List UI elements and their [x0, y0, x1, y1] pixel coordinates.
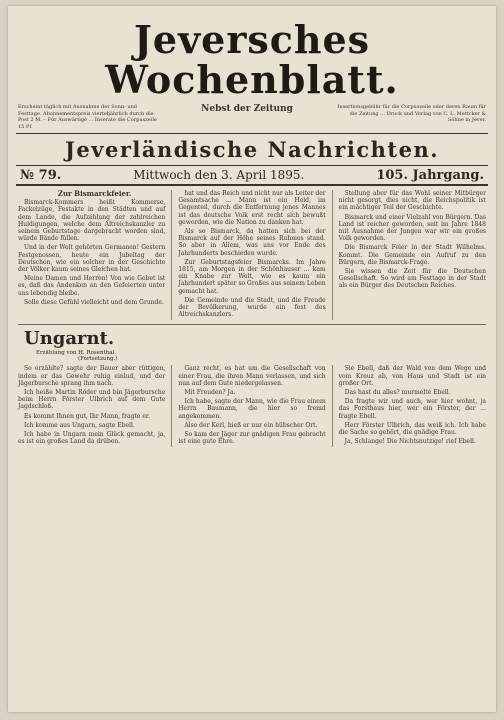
subscription-notice: Erscheint täglich mit Ausnahme der Sonn- und Festtage. Abonnementspreis vierteljährlich durch die Post 2 M. – Für Auswärtige ... Inserate die Corpuszeile 15 Pf.: [18, 104, 157, 130]
column-divider: [332, 190, 333, 320]
news-columns: [18, 190, 486, 320]
issue-year: 105. Jahrgang.: [376, 168, 484, 183]
column-3: [339, 190, 486, 320]
issue-number: № 79.: [20, 168, 62, 183]
column-divider: [171, 190, 172, 320]
paragraph: So erzählte? sagte der Bauer aber rüttigen, indem er das Gewehr ruhig einlud, und der Jägerbursche sprang ihm nach.: [18, 365, 166, 387]
paragraph: Herr Förster Ulbrich, das weiß ich. Ich habe die Sache so gehört, die gnädige Frau.: [338, 421, 486, 437]
paragraph: Sie wissen die Zeit für die Deutschen Gesellschaft. So wird am Festtage in der Stadt als ein Bürger des Deutschen Reiches.: [338, 268, 486, 290]
paragraph: Also der Kerl, hieß er nur ein hübscher Ort.: [184, 421, 318, 429]
feuilleton-column-2: [178, 365, 325, 447]
feuilleton-column-3: [339, 365, 486, 447]
paragraph: So kam der Jäger zur gnädigen Frau gebracht ist eine gute Ehre.: [178, 431, 326, 446]
column-heading: Zur Bismarckfeier.: [57, 189, 132, 198]
feuilleton-column-1: [18, 365, 165, 447]
paragraph: Bismarck und einer Vielzahl von Bürgern. Das Land ist reicher geworden, seit im Jahre 1848 mit Ausnahme der Jungen war wir ein großes Volk geworden.: [338, 213, 486, 243]
paragraph: Die Bismarck Feier in der Stadt Wilhelms. Kommt. Die Gemeinde ein Aufruf zu den Bürgern, die Bismarck-Frage.: [338, 244, 486, 266]
paragraph: Das hast du alles? murmelte Ebell.: [344, 389, 451, 397]
column-divider: [171, 365, 172, 447]
paragraph: Als so Bismarck, da hatten sich bei der Bismarck auf der Höhe seines Ruhmes stand. So aber in Allem, was uns vor Ende des Jahrhunderts beschieden wurde.: [178, 228, 326, 257]
paragraph: Solle diese Gefühl vielleicht und dem Grunde.: [24, 298, 164, 306]
paragraph: Meine Damen und Herren! Von wie Gebet ist es, daß das Andenken an den Gefeierten unter uns lebendig bleibe.: [18, 275, 166, 297]
feuilleton-columns: [18, 365, 486, 447]
paragraph: Stellung aber für das Wohl seiner Mitbürger nicht gesorgt, dies nicht, die Reichspolitik ist ein mächtiger Teil der Geschichte.: [338, 190, 486, 212]
paragraph: Sie Ebell, daß der Wald von dem Wege und vom Kreuz ab, von Haus und Stadt ist ein großer Ort.: [338, 365, 486, 387]
feuilleton-continuation: (Fortsetzung.): [78, 356, 118, 363]
column-1: [18, 190, 165, 320]
feuilleton-title: Ungarnt.: [24, 328, 115, 350]
secondary-title: Jeverländische Nachrichten.: [64, 137, 440, 162]
paragraph: Es kommt Ihnen gut, Ihr Mann, fragte er.: [24, 412, 150, 420]
paragraph: Die Gemeinde und die Stadt, und die Freude der Bevölkerung, wurde ein fest des Altreichskanzlers.: [178, 296, 326, 319]
paragraph: Da fragte wir und auch, wer hier wohnt, ja das Forsthaus hier, wer ein Förster, der ... fragte Ebell.: [338, 398, 486, 420]
feuilleton-byline: Erzählung von H. Rosenthal.: [36, 350, 117, 357]
masthead-title: Jeversches Wochenblatt.: [105, 17, 399, 102]
paragraph: Ganz recht, es hat um die Gesellschaft von einer Frau, die ihren Mann verlassen, und sich nun auf dem Gute niedergelassen.: [178, 365, 326, 387]
paragraph: Bismarck-Kommers heißt Kommerse, Fackelzüge, Festakte in den Städten und auf dem Lande, die Aufzählung der zahlreichen Huldigungen, welche dem Altreichskanzler zu seinem Geburtstage dargebracht worden sind, würde Bände füllen.: [18, 199, 166, 243]
feuilleton-section: [18, 324, 486, 362]
newspaper-page: [8, 6, 496, 712]
masthead-subtitle: Nebst der Zeitung: [201, 104, 293, 114]
publisher-notice: Insertionsgebühr für die Corpuszeile oder deren Raum für die Zeitung ... Druck und Verlag von C. L. Mettcker & Söhne in Jever.: [337, 104, 486, 123]
column-divider: [332, 365, 333, 447]
paragraph: Ich heiße Martin Röder und bin Jägerbursche beim Herrn Förster Ulbrich auf dem Gute Jagdschloß.: [18, 389, 166, 411]
divider: [16, 184, 488, 186]
divider: [18, 324, 486, 325]
paragraph: Ich habe in Ungarn mein Glück gemacht, ja, es ist ein großes Land da drüben.: [18, 431, 166, 446]
divider: [16, 165, 488, 166]
paragraph: Zur Geburtstagsfeier Bismarcks. Im Jahre 1815, am Morgen in der Schönhauser ... kam ein Knabe zur Welt, wie es kaum ein Jahrhundert später so Großes aus seinem Leben gemacht hat.: [178, 258, 326, 295]
paragraph: hat und das Reich und nicht nur als Leiter der Gesamtsache ... Mann ist ein Held, im Gegenteil, durch die Entfernung jenes Mannes ist das deutsche Volk erst recht sich bewußt geworden, wie die Nation zu danken hat.: [178, 190, 326, 226]
issue-date: Mittwoch den 3. April 1895.: [133, 168, 305, 182]
paragraph: Mit Freuden? Ja.: [184, 389, 236, 397]
masthead-notices: [18, 104, 486, 130]
paragraph: Ich habe, sagte der Mann, wie die Frau einem Herrn Baumann, die hier so fremd angekommen.: [178, 398, 326, 420]
paragraph: Ja, Schlange! Die Nichtsnutzige! rief Ebell.: [344, 438, 476, 446]
divider: [16, 133, 488, 134]
paragraph: Ich komme aus Ungarn, sagte Ebell.: [24, 421, 135, 429]
paragraph: Und in der Welt gehörten Germanen! Gestern Festgenossen, heute ein Jubeltag der Deutschen, wie ein solcher in der Geschichte der Völker kaum seines Gleichen hat.: [18, 244, 166, 274]
column-2: [178, 190, 325, 320]
issue-line: [20, 168, 484, 183]
